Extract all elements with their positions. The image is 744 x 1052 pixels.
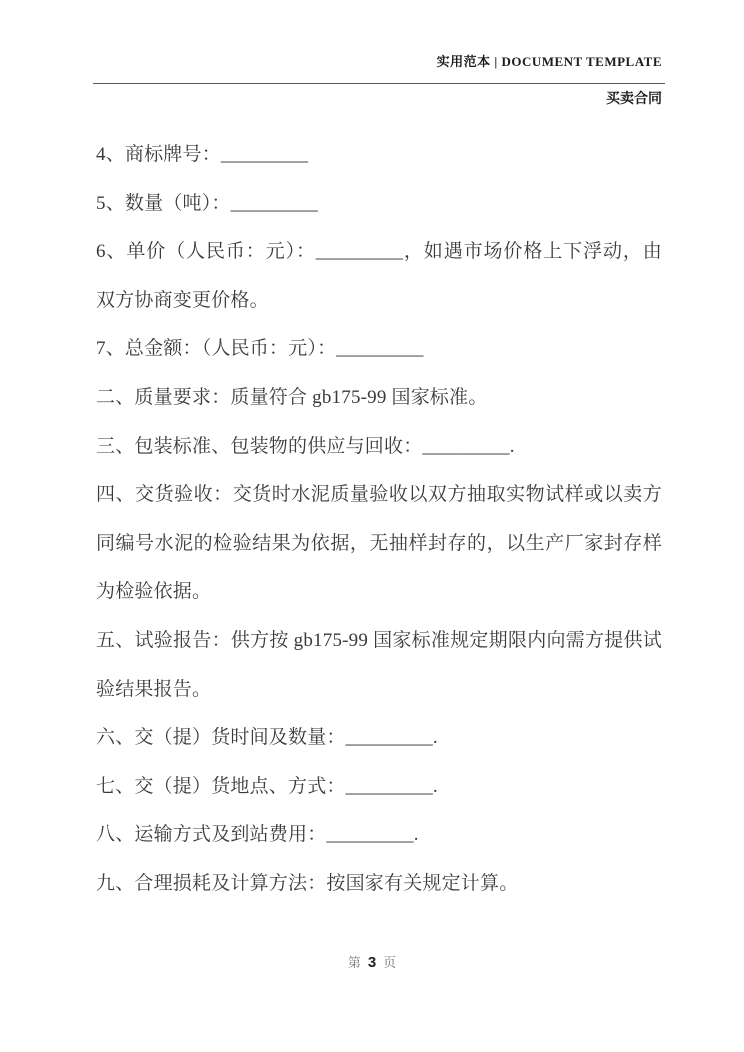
document-line: 双方协商变更价格。 xyxy=(96,289,269,311)
footer-page-number: 3 xyxy=(367,954,377,971)
document-line: 验结果报告。 xyxy=(96,678,212,700)
document-title: 买卖合同 xyxy=(606,92,662,107)
document-line: 七、交（提）货地点、方式：_________. xyxy=(96,775,438,797)
footer-page-suffix: 页 xyxy=(383,955,397,970)
document-line: 五、试验报告：供方按 gb175-99 国家标准规定期限内向需方提供试 xyxy=(96,629,662,651)
page-footer xyxy=(0,950,744,976)
document-line: 6、单价（人民币：元）：_________，如遇市场价格上下浮动，由 xyxy=(96,241,662,263)
document-line: 7、总金额：（人民币：元）：_________ xyxy=(96,338,424,360)
footer-page-prefix: 第 xyxy=(347,955,361,970)
document-lines xyxy=(96,131,662,909)
document-line: 九、合理损耗及计算方法：按国家有关规定计算。 xyxy=(96,872,519,894)
document-line: 八、运输方式及到站费用：_________. xyxy=(96,824,419,846)
header-rule xyxy=(93,83,665,84)
header-brand: 实用范本 | DOCUMENT TEMPLATE xyxy=(436,54,662,69)
document-line: 二、质量要求：质量符合 gb175-99 国家标准。 xyxy=(96,386,488,408)
document-line: 三、包装标准、包装物的供应与回收：_________. xyxy=(96,435,515,457)
document-line: 4、商标牌号：_________ xyxy=(96,144,309,165)
document-line: 四、交货验收：交货时水泥质量验收以双方抽取实物试样或以卖方 xyxy=(96,484,662,506)
document-line: 六、交（提）货时间及数量：_________. xyxy=(96,727,438,749)
document-line: 5、数量（吨）：_________ xyxy=(96,192,318,214)
document-line: 为检验依据。 xyxy=(96,581,212,603)
document-line: 同编号水泥的检验结果为依据，无抽样封存的，以生产厂家封存样 xyxy=(96,532,662,554)
